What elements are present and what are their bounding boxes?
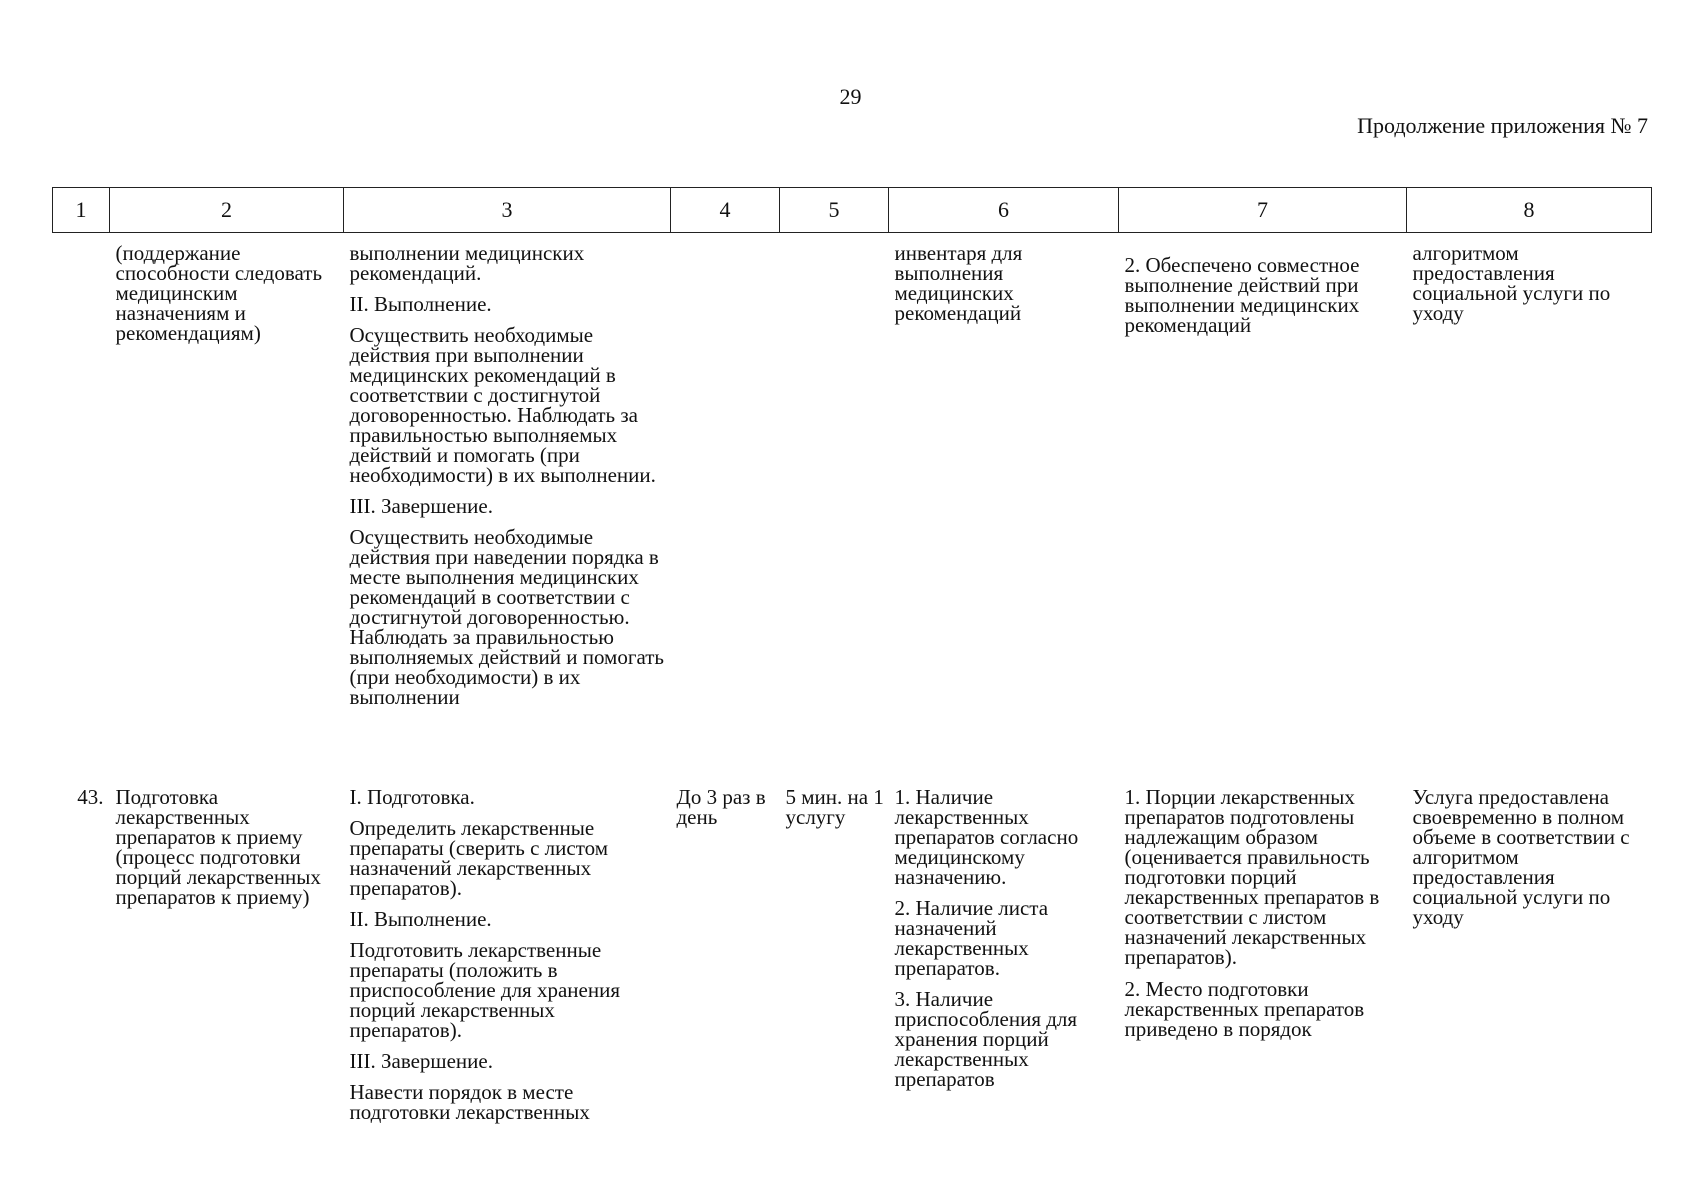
cell-service-name: Подготовка лекарственных препаратов к приему (процесс подготовки порций лекарственных препаратов к приему) [115,785,321,909]
header-col-1: 1 [53,188,110,233]
procedure-text: Навести порядок в месте подготовки лекарственных [349,1080,590,1124]
procedure-text: Подготовить лекарственные препараты (положить в приспособление для хранения порций лекарственных препаратов). [349,938,620,1042]
header-col-4: 4 [671,188,780,233]
procedure-text: Осуществить необходимые действия при выполнении медицинских рекомендаций в соответствии с достигнутой договоренностью. Наблюдать за правильностью выполняемых действий и помогать (при необходимости) в их выполнении. [349,323,656,487]
header-col-8: 8 [1407,188,1652,233]
cell-number: 43. [77,785,104,809]
procedure-stage-heading: II. Выполнение. [349,292,492,316]
appendix-note: Продолжение приложения № 7 [1357,113,1648,138]
procedure-stage-heading: III. Завершение. [349,494,493,518]
page-number: 29 [839,84,862,109]
header-col-3: 3 [344,188,671,233]
condition-item: 3. Наличие приспособления для хранения порций лекарственных препаратов [894,987,1078,1091]
procedure-text: Определить лекарственные препараты (сверить с листом назначений лекарственных препаратов). [349,816,609,900]
header-row [53,188,1652,233]
cell-quality-indicators [1119,775,1407,1122]
services-table [52,187,1652,1122]
procedure-stage-heading: II. Выполнение. [349,907,492,931]
cell-procedure [344,775,671,1122]
procedure-stage-heading: I. Подготовка. [349,785,475,809]
cell-evaluation: Услуга предоставлена своевременно в полном объеме в соответствии с алгоритмом предоставления социальной услуги по уходу [1412,785,1630,929]
cell-service-name: (поддержание способности следовать медицинским назначениям и рекомендациям) [115,241,323,345]
cell-duration: 5 мин. на 1 услугу [785,785,884,829]
condition-item: 2. Наличие листа назначений лекарственных препаратов. [894,896,1049,980]
header-col-5: 5 [780,188,889,233]
condition-item: 1. Наличие лекарственных препаратов согласно медицинскому назначению. [894,785,1079,889]
cell-procedure [344,233,671,776]
cell-number [53,233,110,776]
quality-item: 1. Порции лекарственных препаратов подготовлены надлежащим образом (оценивается правильность подготовки порций лекарственных препаратов в соответствии с листом назначений лекарственных препаратов). [1124,785,1380,969]
cell-frequency: До 3 раз в день [676,785,766,829]
cell-frequency [671,233,780,776]
cell-conditions [889,775,1119,1122]
procedure-text: Осуществить необходимые действия при наведении порядка в месте выполнения медицинских рекомендаций в соответствии с достигнутой договоренностью. Наблюдать за правильностью выполняемых действий и помогать (при необходимости) в их выполнении [349,525,664,709]
header-col-6: 6 [889,188,1119,233]
cell-quality-indicators: 2. Обеспечено совместное выполнение действий при выполнении медицинских рекомендаций [1124,253,1360,337]
cell-duration [780,233,889,776]
procedure-stage-heading: III. Завершение. [349,1049,493,1073]
cell-conditions: инвентаря для выполнения медицинских рекомендаций [894,241,1023,325]
procedure-text: выполнении медицинских рекомендаций. [349,241,585,285]
table-row-continuation [53,233,1652,776]
header-col-2: 2 [110,188,344,233]
table-row-43 [53,775,1652,1122]
header-col-7: 7 [1119,188,1407,233]
cell-evaluation: алгоритмом предоставления социальной услуги по уходу [1412,241,1611,325]
quality-item: 2. Место подготовки лекарственных препаратов приведено в порядок [1124,977,1365,1041]
